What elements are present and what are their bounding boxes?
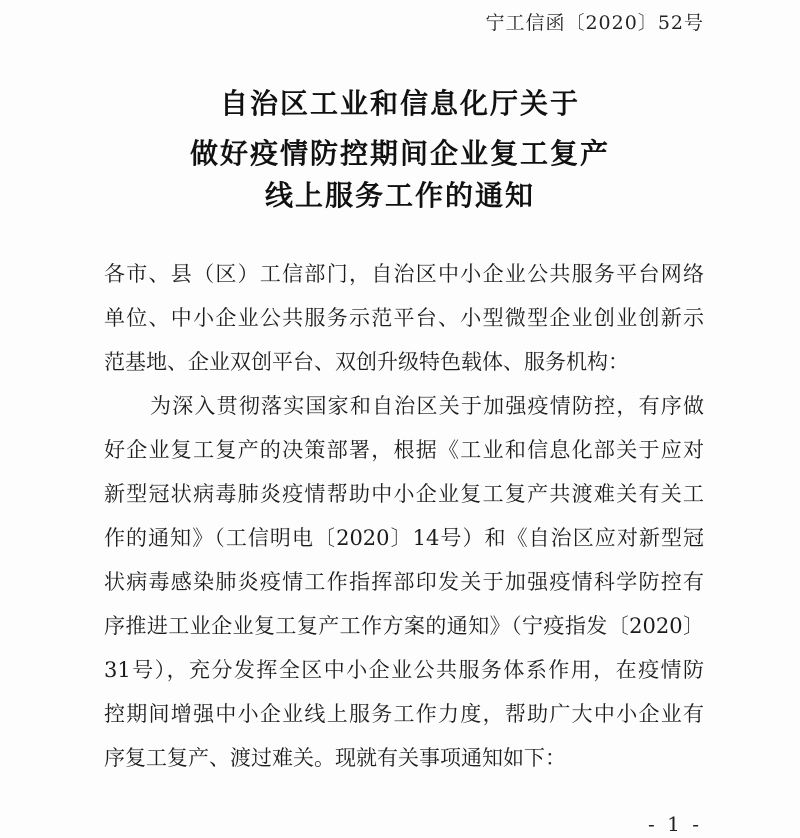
document-title-line-1: 自治区工业和信息化厅关于 — [219, 87, 580, 120]
document-title-line-3: 线上服务工作的通知 — [264, 179, 535, 212]
body-line-5: 状病毒感染肺炎疫情工作指挥部印发关于加强疫情科学防控有 — [104, 570, 704, 594]
addressee-line-3: 范基地、企业双创平台、双创升级特色载体、服务机构： — [104, 350, 629, 374]
body-line-2: 好企业复工复产的决策部署，根据《工业和信息化部关于应对 — [104, 438, 704, 462]
addressee-line-1: 各市、县（区）工信部门，自治区中小企业公共服务平台网络 — [104, 262, 704, 286]
document-title-line-2: 做好疫情防控期间企业复工复产 — [189, 137, 610, 170]
body-line-1: 为深入贯彻落实国家和自治区关于加强疫情防控，有序做 — [150, 394, 704, 418]
addressee-line-2: 单位、中小企业公共服务示范平台、小型微型企业创业创新示 — [104, 306, 704, 330]
body-line-9: 序复工复产、渡过难关。现就有关事项通知如下： — [104, 746, 566, 770]
body-line-7: 31号），充分发挥全区中小企业公共服务体系作用，在疫情防 — [104, 658, 704, 682]
page-number: - 1 - — [648, 812, 702, 836]
body-line-4: 作的通知》（工信明电〔2020〕14号）和《自治区应对新型冠 — [104, 526, 704, 550]
document-number: 宁工信函〔2020〕52号 — [485, 12, 704, 34]
body-line-3: 新型冠状病毒肺炎疫情帮助中小企业复工复产共渡难关有关工 — [104, 482, 704, 506]
body-line-8: 控期间增强中小企业线上服务工作力度，帮助广大中小企业有 — [104, 702, 704, 726]
body-line-6: 序推进工业企业复工复产工作方案的通知》（宁疫指发〔2020〕 — [104, 614, 704, 638]
